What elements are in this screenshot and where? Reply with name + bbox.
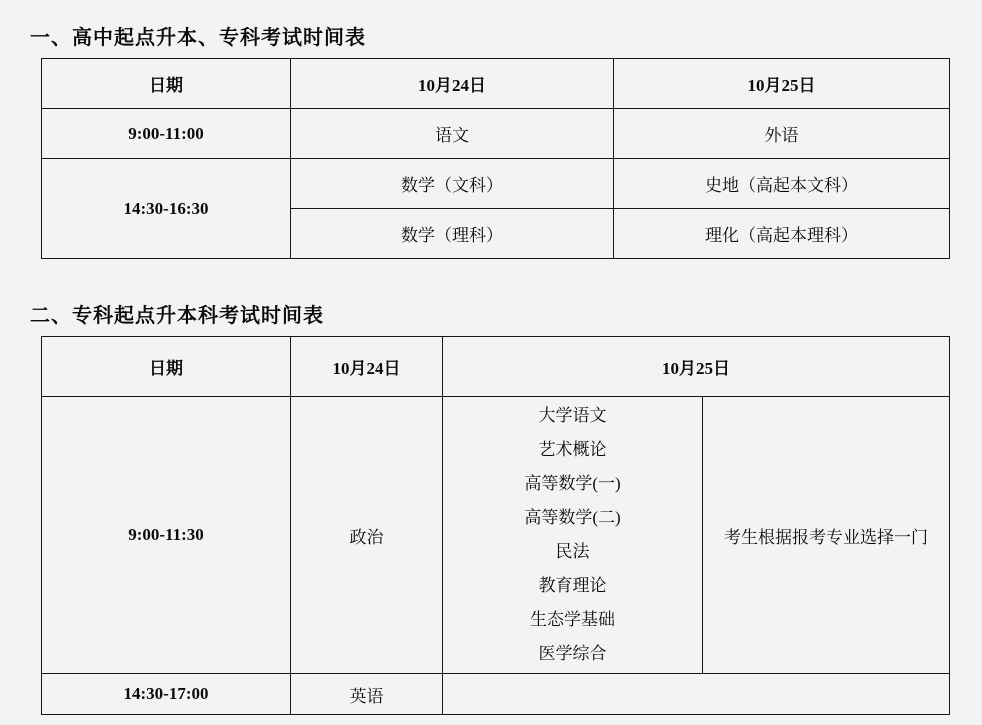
elective-item: 生态学基础 bbox=[530, 610, 615, 629]
subject-cell: 理化（高起本理科） bbox=[614, 209, 950, 259]
section2-title: 二、专科起点升本科考试时间表 bbox=[30, 305, 324, 327]
time-cell: 14:30-17:00 bbox=[42, 674, 291, 715]
table-row-morning bbox=[42, 109, 950, 159]
subject-cell: 数学（文科） bbox=[291, 159, 614, 209]
subject-cell: 英语 bbox=[291, 674, 443, 715]
time-cell: 14:30-16:30 bbox=[42, 159, 291, 259]
electives-cell bbox=[443, 397, 703, 674]
section1-title: 一、高中起点升本、专科考试时间表 bbox=[30, 27, 366, 49]
elective-item: 高等数学(一) bbox=[524, 474, 621, 493]
elective-item: 大学语文 bbox=[538, 406, 607, 425]
elective-item: 高等数学(二) bbox=[524, 508, 621, 527]
header-cell-oct24: 10月24日 bbox=[291, 59, 614, 109]
subject-cell: 语文 bbox=[291, 109, 614, 159]
table-row-morning bbox=[42, 397, 950, 674]
header-cell-oct25: 10月25日 bbox=[443, 337, 950, 397]
table-row-header bbox=[42, 337, 950, 397]
time-cell: 9:00-11:00 bbox=[42, 109, 291, 159]
header-cell-oct25: 10月25日 bbox=[614, 59, 950, 109]
table-row-afternoon bbox=[42, 674, 950, 715]
subject-cell: 政治 bbox=[291, 397, 443, 674]
header-cell-date: 日期 bbox=[42, 59, 291, 109]
subject-cell: 史地（高起本文科） bbox=[614, 159, 950, 209]
college-entry-exam-table bbox=[41, 336, 950, 715]
header-cell-date: 日期 bbox=[42, 337, 291, 397]
header-cell-oct24: 10月24日 bbox=[291, 337, 443, 397]
electives-list bbox=[443, 399, 702, 671]
elective-item: 民法 bbox=[555, 542, 590, 561]
subject-cell: 数学（理科） bbox=[291, 209, 614, 259]
elective-item: 艺术概论 bbox=[538, 440, 607, 459]
subject-cell: 外语 bbox=[614, 109, 950, 159]
highschool-entry-exam-table bbox=[41, 58, 950, 259]
table-row-header bbox=[42, 59, 950, 109]
elective-note-cell: 考生根据报考专业选择一门 bbox=[703, 397, 950, 674]
elective-item: 医学综合 bbox=[538, 644, 607, 663]
table-row-afternoon-arts bbox=[42, 159, 950, 209]
elective-item: 教育理论 bbox=[538, 576, 607, 595]
empty-cell bbox=[443, 674, 950, 715]
time-cell: 9:00-11:30 bbox=[42, 397, 291, 674]
